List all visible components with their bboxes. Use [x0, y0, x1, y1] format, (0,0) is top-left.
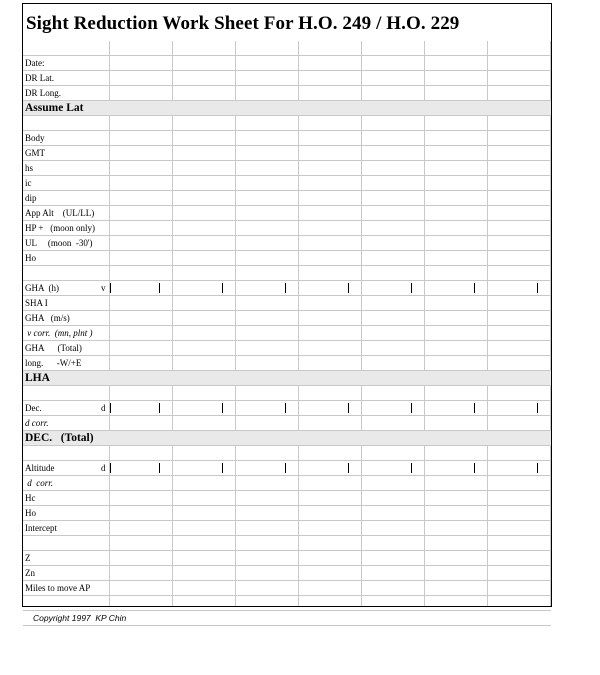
- worksheet-row: [23, 416, 551, 431]
- row-label: DR Long.: [25, 88, 61, 98]
- worksheet-row: [23, 506, 551, 521]
- column-divider-tick: [285, 403, 286, 413]
- column-divider-tick: [474, 403, 475, 413]
- row-label: ic: [25, 178, 32, 188]
- worksheet-row: [23, 311, 551, 326]
- section-header-row: [23, 371, 551, 386]
- worksheet-grid: [23, 41, 551, 623]
- section-header-row: [23, 101, 551, 116]
- section-header-row: [23, 431, 551, 446]
- row-label: Dec.: [25, 403, 42, 413]
- row-label: v corr. (mn, plnt ): [25, 328, 93, 338]
- row-label: LHA: [25, 372, 50, 384]
- row-label: HP + (moon only): [25, 223, 95, 233]
- worksheet-row: [23, 611, 551, 626]
- worksheet-row: [23, 491, 551, 506]
- row-label: hs: [25, 163, 34, 173]
- worksheet-row: [23, 581, 551, 596]
- worksheet-row: [23, 386, 551, 401]
- column-divider-tick: [411, 403, 412, 413]
- worksheet-row: [23, 326, 551, 341]
- row-label: Ho: [25, 508, 36, 518]
- column-divider-tick: [348, 463, 349, 473]
- row-label: Body: [25, 133, 45, 143]
- row-label: d corr.: [25, 418, 49, 428]
- row-label: App Alt (UL/LL): [25, 208, 95, 218]
- worksheet-row: [23, 71, 551, 86]
- column-divider-tick: [537, 463, 538, 473]
- row-sub-label: d: [101, 403, 106, 413]
- column-divider-tick: [537, 403, 538, 413]
- column-divider-tick: [474, 283, 475, 293]
- row-sub-label: v: [101, 283, 106, 293]
- worksheet-row: [23, 476, 551, 491]
- column-divider-tick: [222, 403, 223, 413]
- column-divider-tick: [285, 463, 286, 473]
- column-divider-tick: [159, 463, 160, 473]
- worksheet-row: [23, 176, 551, 191]
- column-divider-tick: [159, 283, 160, 293]
- column-divider-tick: [285, 283, 286, 293]
- worksheet-row: [23, 146, 551, 161]
- copyright-text: Copyright 1997 KP Chin: [33, 613, 127, 623]
- row-label: SHA I: [25, 298, 48, 308]
- row-label: DR Lat.: [25, 73, 54, 83]
- worksheet-row: [23, 566, 551, 581]
- worksheet-row: [23, 596, 551, 611]
- worksheet-row: [23, 461, 551, 476]
- column-divider-tick: [110, 283, 111, 293]
- column-divider-tick: [110, 463, 111, 473]
- column-divider-tick: [537, 283, 538, 293]
- worksheet-row: [23, 161, 551, 176]
- row-label: d corr.: [25, 478, 54, 488]
- column-divider-tick: [411, 283, 412, 293]
- row-label: Assume Lat: [25, 102, 84, 114]
- worksheet-row: [23, 86, 551, 101]
- row-label: GHA (h): [25, 283, 59, 293]
- worksheet-row: [23, 341, 551, 356]
- row-label: UL (moon -30'): [25, 238, 93, 248]
- worksheet-row: [23, 251, 551, 266]
- row-label: long. -W/+E: [25, 358, 82, 368]
- row-label: DEC. (Total): [25, 432, 94, 444]
- row-label: GHA (Total): [25, 343, 82, 353]
- worksheet-row: [23, 191, 551, 206]
- column-divider-tick: [222, 463, 223, 473]
- column-divider-tick: [222, 283, 223, 293]
- worksheet-row: [23, 236, 551, 251]
- row-label: dip: [25, 193, 37, 203]
- worksheet-row: [23, 521, 551, 536]
- row-label: Miles to move AP: [25, 583, 91, 593]
- row-label: Date:: [25, 58, 45, 68]
- worksheet-row: [23, 56, 551, 71]
- worksheet-row: [23, 116, 551, 131]
- row-label: GHA (m/s): [25, 313, 70, 323]
- worksheet-row: [23, 296, 551, 311]
- worksheet-row: [23, 281, 551, 296]
- column-divider-tick: [159, 403, 160, 413]
- row-label: Ho: [25, 253, 36, 263]
- worksheet-row: [23, 446, 551, 461]
- row-label: Zn: [25, 568, 35, 578]
- row-sub-label: d: [101, 463, 106, 473]
- column-divider-tick: [348, 283, 349, 293]
- row-label: GMT: [25, 148, 45, 158]
- column-divider-tick: [474, 463, 475, 473]
- column-divider-tick: [348, 403, 349, 413]
- worksheet-row: [23, 206, 551, 221]
- worksheet-row: [23, 131, 551, 146]
- worksheet-row: [23, 266, 551, 281]
- row-label: Intercept: [25, 523, 57, 533]
- column-divider-tick: [411, 463, 412, 473]
- column-divider-tick: [110, 403, 111, 413]
- worksheet-row: [23, 356, 551, 371]
- worksheet: [22, 3, 552, 623]
- worksheet-row: [23, 551, 551, 566]
- worksheet-row: [23, 41, 551, 56]
- worksheet-title: Sight Reduction Work Sheet For H.O. 249 / H.O. 229: [26, 13, 460, 34]
- row-label: Hc: [25, 493, 36, 503]
- worksheet-row: [23, 221, 551, 236]
- worksheet-row: [23, 401, 551, 416]
- worksheet-row: [23, 536, 551, 551]
- row-label: Altitude: [25, 463, 55, 473]
- row-label: Z: [25, 553, 31, 563]
